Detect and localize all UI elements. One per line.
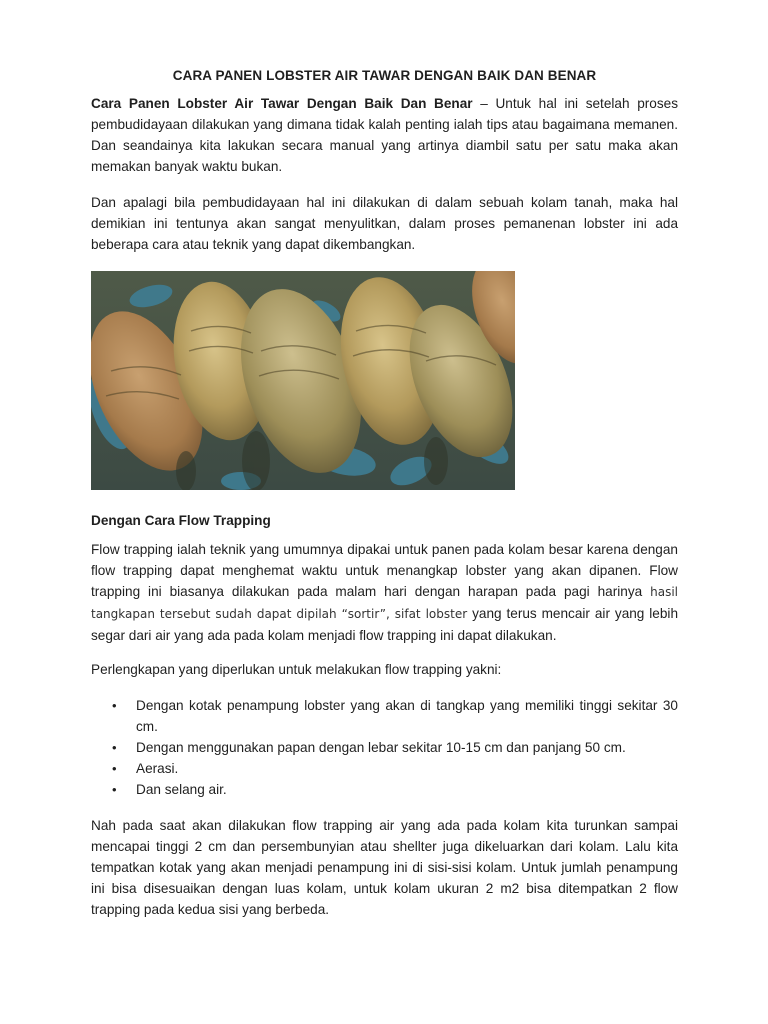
list-item <box>91 779 678 800</box>
paragraph-perlengkapan: Perlengkapan yang diperlukan untuk melakukan flow trapping yakni: <box>91 662 502 677</box>
bullet-icon: • <box>112 761 117 776</box>
list-item-text: Dengan kotak penampung lobster yang akan di tangkap yang memiliki tinggi sekitar 30 cm. <box>136 698 678 734</box>
flow-trapping-text-b: hasil tangkapan tersebut sudah dapat dipilah “sortir”, sifat lobster <box>91 585 678 621</box>
bullet-icon: • <box>112 782 117 797</box>
document-title: CARA PANEN LOBSTER AIR TAWAR DENGAN BAIK DAN BENAR <box>172 68 597 83</box>
section-heading-flow-trapping: Dengan Cara Flow Trapping <box>91 513 271 528</box>
flow-trapping-text-c: yang terus mencair air yang lebih segar dari air yang ada pada kolam menjadi flow trapping ini dapat dilakukan. <box>91 606 679 643</box>
paragraph-kolam-tanah: Dan apalagi bila pembudidayaan hal ini dilakukan di dalam sebuah kolam tanah, maka hal demikian ini tentunya akan sangat menyulitkan, dalam proses pemanenan lobster ini ada beberapa cara atau teknik yang dapat dikembangkan. <box>91 195 678 252</box>
intro-paragraph <box>91 93 678 177</box>
equipment-list <box>91 695 678 800</box>
bullet-icon: • <box>112 698 117 713</box>
list-item-text: Dengan menggunakan papan dengan lebar sekitar 10-15 cm dan panjang 50 cm. <box>136 740 626 755</box>
list-item-text: Aerasi. <box>136 761 179 776</box>
lobster-photo <box>91 271 515 490</box>
intro-bold-text: Cara Panen Lobster Air Tawar Dengan Baik Dan Benar <box>91 96 473 111</box>
list-item <box>91 758 678 779</box>
bullet-icon: • <box>112 740 117 755</box>
flow-trapping-text-a: Flow trapping ialah teknik yang umumnya dipakai untuk panen pada kolam besar karena dengan flow trapping dapat menghemat waktu untuk menangkap lobster yang akan dipanen. Flow trapping ini biasanya dilakukan pada malam hari dengan harapan pada pagi harinya <box>91 542 678 599</box>
list-item <box>91 695 678 737</box>
paragraph-pelaksanaan: Nah pada saat akan dilakukan flow trapping air yang ada pada kolam kita turunkan sampai mencapai tinggi 2 cm dan persembunyian atau shellter juga dikeluarkan dari kolam. Lalu kita tempatkan kotak yang akan menjadi penampung ini di sisi-sisi kolam. Untuk jumlah penampung ini bisa disesuaikan dengan luas kolam, untuk kolam ukuran 2 m2 bisa ditempatkan 2 flow trapping pada kedua sisi yang berbeda. <box>91 818 678 917</box>
intro-rest-text: – Untuk hal ini setelah proses pembudidayaan dilakukan yang dimana tidak kalah penting ialah tips atau bagaimana memanen. Dan seandainya kita lakukan secara manual yang artinya diambil satu per satu maka akan memakan banyak waktu bukan. <box>91 96 678 174</box>
list-item-text: Dan selang air. <box>136 782 227 797</box>
document-page <box>91 60 678 920</box>
list-item <box>91 737 678 758</box>
paragraph-flow-trapping <box>91 539 678 646</box>
